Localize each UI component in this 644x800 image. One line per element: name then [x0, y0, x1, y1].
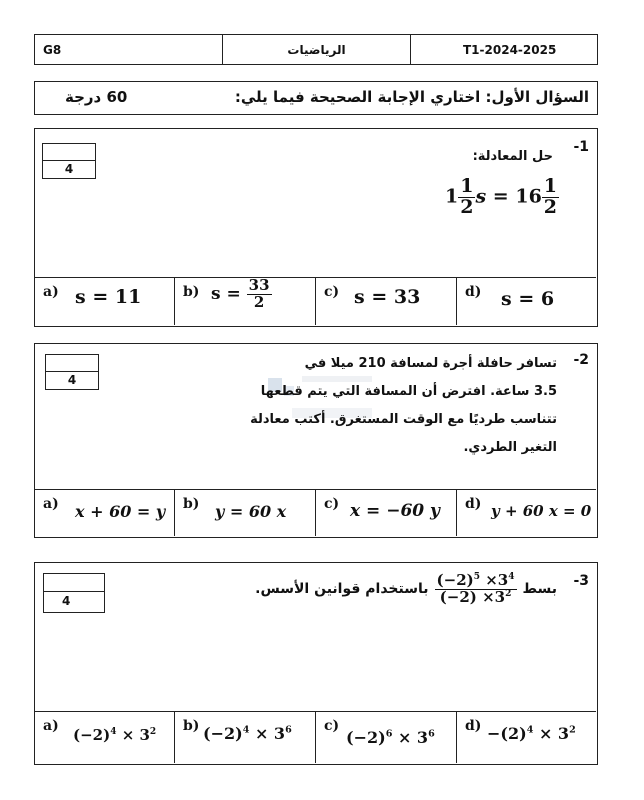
exponent: 4 — [242, 724, 250, 736]
option-expression — [203, 724, 292, 743]
option-expression — [501, 288, 554, 310]
option-d[interactable] — [457, 490, 596, 536]
exponent: 4 — [526, 724, 534, 736]
option-letter: d) — [465, 718, 482, 734]
option-c[interactable] — [316, 712, 457, 763]
section-title-bar — [34, 81, 598, 115]
denominator: 2 — [543, 195, 558, 218]
term-code: T1-2024-2025 — [463, 42, 557, 57]
option-a[interactable] — [35, 712, 175, 763]
options-row — [35, 489, 596, 536]
numerator: 1 — [460, 175, 474, 197]
exponent: 5 — [473, 572, 480, 582]
option-rhs: 33 — [393, 286, 421, 308]
option-letter: a) — [43, 496, 59, 512]
option-letter: c) — [324, 718, 340, 734]
question-number: -2 — [573, 352, 589, 368]
option-base: (−2) — [73, 726, 111, 744]
question-line: تسافر حافلة أجرة لمسافة 210 ميلا في — [304, 356, 557, 371]
option-lhs: s — [354, 286, 365, 308]
option-c[interactable] — [316, 278, 457, 325]
exponent: 6 — [428, 728, 435, 740]
mark-value: 4 — [64, 162, 74, 176]
option-rhs: 11 — [114, 286, 142, 308]
option-letter: b) — [183, 718, 200, 734]
option-expression: y + 60 x = 0 — [491, 502, 592, 520]
question-1 — [34, 128, 598, 327]
option-expression — [75, 286, 141, 308]
exponent: 6 — [385, 728, 393, 740]
question-2 — [34, 343, 598, 538]
option-letter: d) — [465, 496, 482, 512]
variable: s — [475, 185, 487, 208]
question-line: التغير الطردي. — [463, 440, 557, 455]
exponent: 2 — [569, 724, 576, 736]
exponent: 2 — [505, 588, 512, 599]
grade-level: G8 — [35, 35, 223, 64]
option-a[interactable] — [35, 490, 175, 536]
option-expression: y = 60 x — [215, 502, 287, 521]
equation — [445, 177, 559, 218]
option-lhs: s — [211, 283, 221, 304]
section-title: السؤال الأول: اختاري الإجابة الصحيحة فيما يلي: — [234, 88, 589, 106]
option-letter: d) — [465, 284, 482, 300]
mark-value: 4 — [67, 373, 77, 387]
option-eq: = — [371, 286, 388, 308]
option-base: (−2) — [346, 728, 386, 747]
question-text — [255, 573, 557, 606]
question-fraction — [435, 573, 517, 606]
option-factor: × 3 — [533, 724, 570, 743]
option-letter: c) — [324, 496, 340, 512]
numerator-factor: ×3 — [480, 571, 509, 589]
option-a[interactable] — [35, 278, 175, 325]
option-eq: = — [92, 286, 109, 308]
exponent: 4 — [508, 572, 515, 582]
mark-box — [42, 143, 96, 179]
option-lhs: s — [501, 288, 512, 310]
whole-part: 1 — [445, 185, 459, 208]
mark-box — [45, 354, 99, 390]
option-c[interactable] — [316, 490, 457, 536]
section-grade: 60 درجة — [65, 88, 128, 106]
numerator-base: (−2) — [436, 571, 474, 589]
option-letter: b) — [183, 496, 200, 512]
option-b[interactable] — [175, 278, 316, 325]
denominator: 2 — [460, 195, 474, 218]
options-row — [35, 711, 596, 763]
option-factor: × 3 — [392, 728, 429, 747]
option-prefix: − — [487, 724, 501, 743]
exponent: 4 — [110, 727, 117, 737]
option-letter: a) — [43, 284, 59, 300]
subject-title: الرياضيات — [223, 35, 411, 64]
option-lhs: s — [75, 286, 86, 308]
option-b[interactable] — [175, 490, 316, 536]
option-expression — [211, 278, 272, 311]
question-line: 3.5 ساعة. افترض أن المسافة التي يتم قطعها — [260, 384, 557, 399]
exam-header — [34, 34, 598, 65]
question-line: تتناسب طرديًا مع الوقت المستغرق. أكتب معادلة — [250, 412, 557, 427]
denominator-base: (−2) ×3 — [439, 587, 506, 606]
option-letter: a) — [43, 718, 59, 734]
option-rhs: 6 — [540, 288, 555, 310]
option-expression: x + 60 = y — [75, 502, 166, 521]
option-factor: × 3 — [116, 726, 150, 744]
question-3 — [34, 562, 598, 765]
option-eq: = — [226, 283, 241, 304]
option-expression: x = −60 y — [350, 501, 440, 521]
denominator: 2 — [253, 292, 265, 311]
question-number: -3 — [573, 573, 589, 589]
option-expression — [487, 724, 576, 743]
option-letter: b) — [183, 284, 200, 300]
question-text: حل المعادلة: — [472, 149, 553, 164]
exponent: 6 — [285, 724, 292, 736]
mark-value: 4 — [62, 594, 71, 608]
exponent: 2 — [149, 727, 157, 737]
option-expression — [346, 728, 435, 747]
option-expression — [73, 726, 156, 744]
option-letter: c) — [324, 284, 340, 300]
options-row — [35, 277, 596, 325]
whole-part: 16 — [515, 185, 542, 208]
mark-box — [43, 573, 105, 613]
option-d[interactable] — [457, 278, 596, 325]
option-eq: = — [518, 288, 535, 310]
text-after: باستخدام قوانين الأسس. — [255, 581, 429, 598]
option-factor: × 3 — [249, 724, 286, 743]
question-number: -1 — [573, 139, 589, 155]
numerator: 1 — [543, 175, 558, 197]
question-text — [237, 350, 557, 462]
option-d[interactable] — [457, 712, 596, 763]
option-base: (−2) — [203, 724, 243, 743]
option-b[interactable] — [175, 712, 316, 763]
numerator: 33 — [248, 276, 270, 294]
equals-sign: = — [492, 185, 509, 208]
option-base: (2) — [500, 724, 527, 743]
text-before: بسط — [522, 581, 557, 598]
option-expression — [354, 286, 420, 308]
